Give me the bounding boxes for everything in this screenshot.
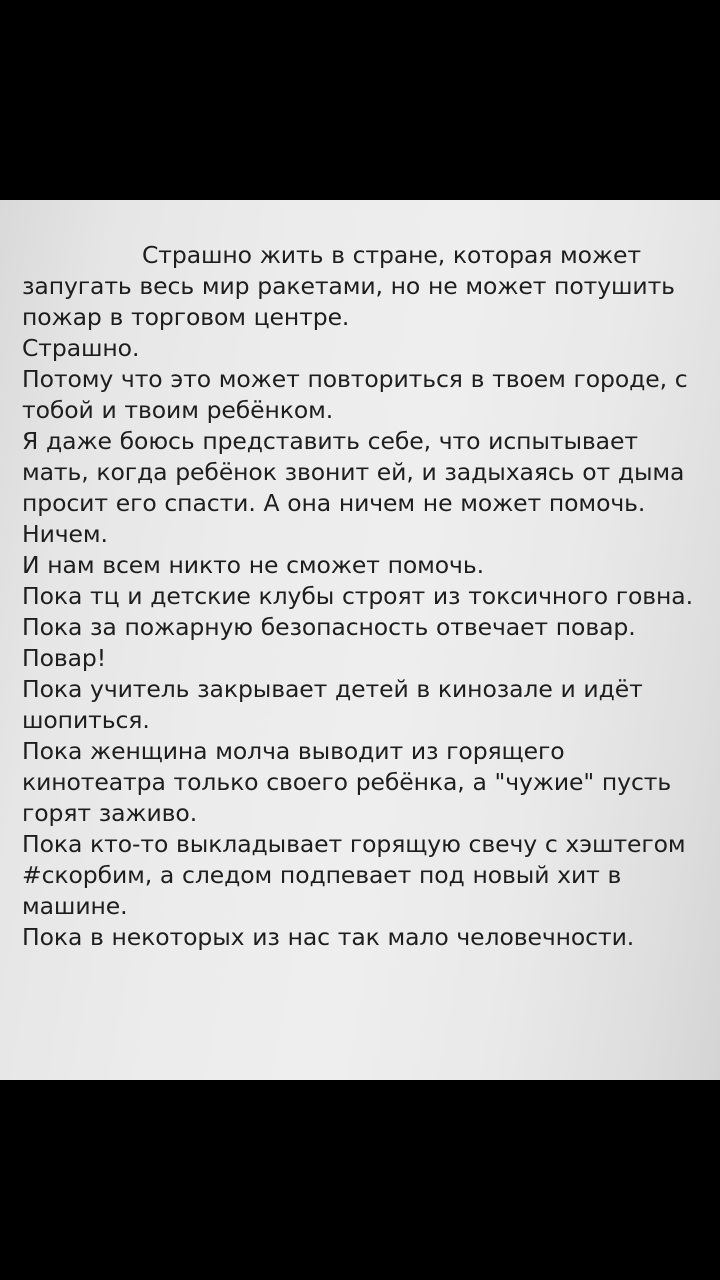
note-text-block — [22, 240, 698, 953]
note-paragraph: Пока учитель закрывает детей в кинозале и идёт шопиться. — [22, 675, 643, 734]
note-paragraph: Страшно жить в стране, которая может запугать весь мир ракетами, но не может потушить пожар в торговом центре. — [22, 241, 675, 331]
note-paragraph: Потому что это может повториться в твоем городе, с тобой и твоим ребёнком. — [22, 365, 688, 424]
note-paragraph: Я даже боюсь представить себе, что испытывает мать, когда ребёнок звонит ей, и задыхаясь от дыма просит его спасти. А она ничем не может помочь. Ничем. — [22, 427, 685, 548]
text-note-card — [0, 200, 720, 1080]
note-paragraph: И нам всем никто не сможет помочь. — [22, 551, 484, 579]
note-paragraph: Пока в некоторых из нас так мало человечности. — [22, 923, 635, 951]
bottom-letterbox-bar — [0, 1080, 720, 1280]
note-paragraph: Пока кто-то выкладывает горящую свечу с хэштегом #скорбим, а следом подпевает под новый хит в машине. — [22, 830, 686, 920]
note-paragraph: Пока за пожарную безопасность отвечает повар. Повар! — [22, 613, 636, 672]
note-paragraph: Страшно. — [22, 334, 140, 362]
top-letterbox-bar — [0, 0, 720, 200]
note-paragraph: Пока тц и детские клубы строят из токсичного говна. — [22, 582, 693, 610]
note-paragraph: Пока женщина молча выводит из горящего кинотеатра только своего ребёнка, а "чужие" пусть горят заживо. — [22, 737, 672, 827]
